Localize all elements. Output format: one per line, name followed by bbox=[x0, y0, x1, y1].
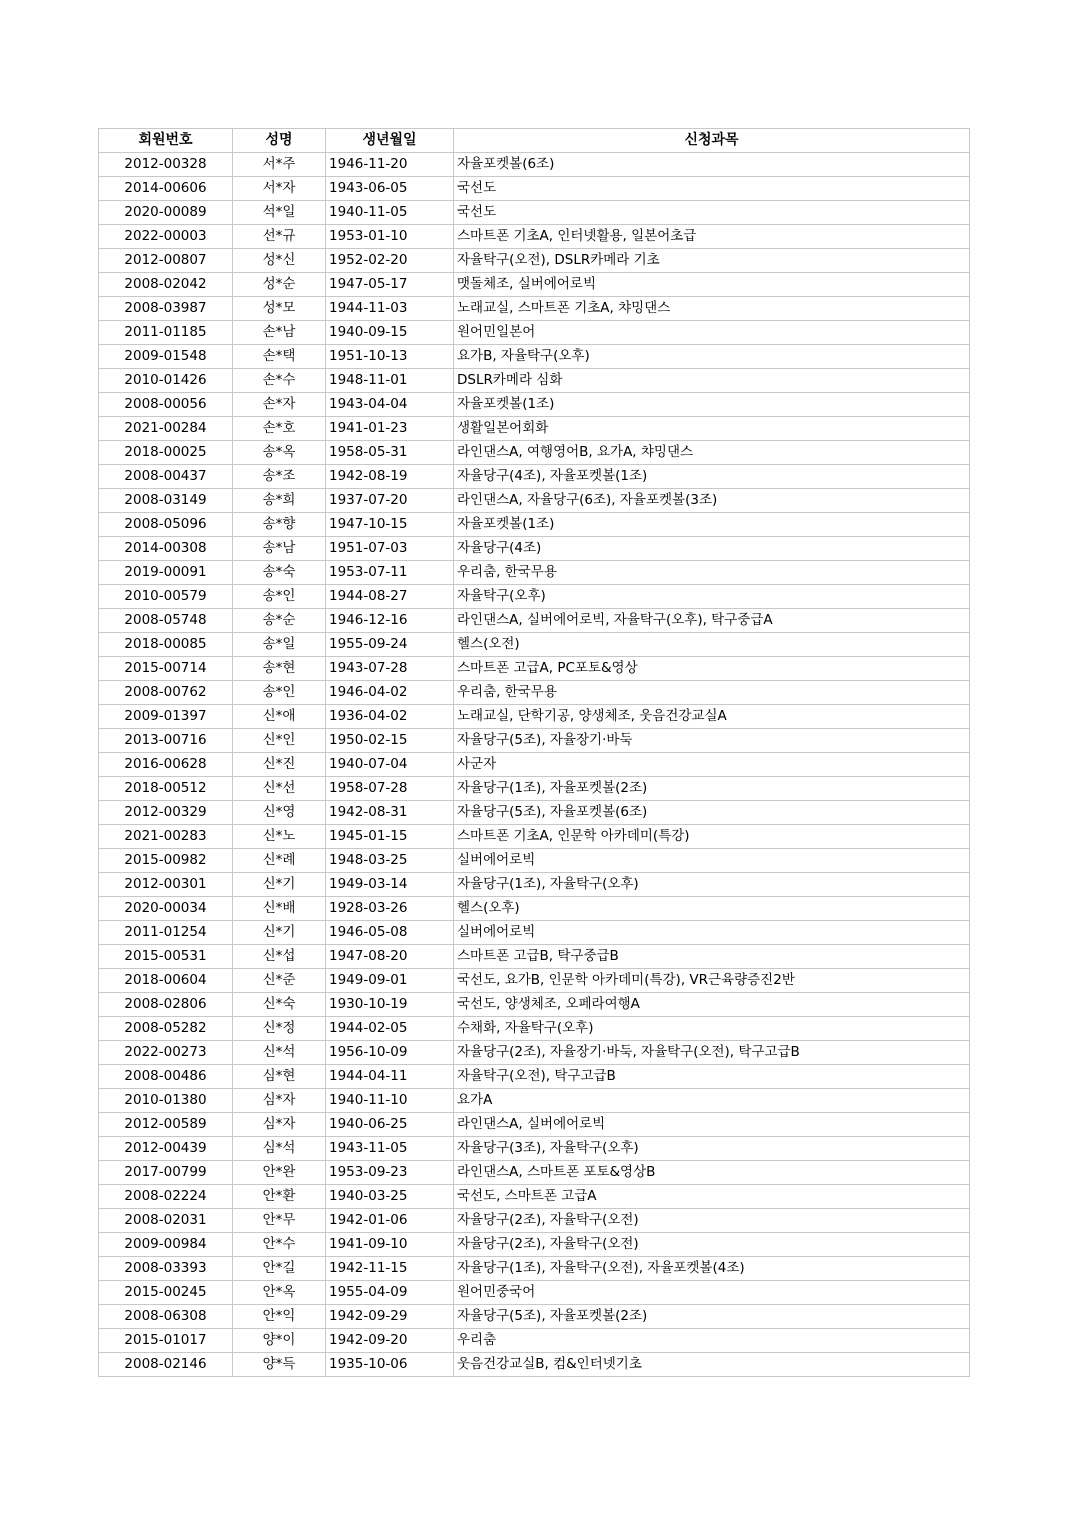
courses-cell: 국선도, 스마트폰 고급A bbox=[454, 1185, 970, 1209]
birth-date-cell: 1942-08-31 bbox=[326, 801, 454, 825]
birth-date-cell: 1930-10-19 bbox=[326, 993, 454, 1017]
table-row bbox=[99, 825, 970, 849]
member-name-cell: 안*길 bbox=[233, 1257, 326, 1281]
member-name-cell: 심*자 bbox=[233, 1089, 326, 1113]
member-name-cell: 송*옥 bbox=[233, 441, 326, 465]
birth-date-cell: 1956-10-09 bbox=[326, 1041, 454, 1065]
courses-cell: 자율당구(5조), 자율포켓볼(2조) bbox=[454, 1305, 970, 1329]
courses-cell: 자율당구(4조), 자율포켓볼(1조) bbox=[454, 465, 970, 489]
member-id-cell: 2010-01380 bbox=[99, 1089, 233, 1113]
member-name-cell: 신*인 bbox=[233, 729, 326, 753]
member-name-cell: 송*순 bbox=[233, 609, 326, 633]
member-id-cell: 2021-00284 bbox=[99, 417, 233, 441]
member-name-cell: 신*례 bbox=[233, 849, 326, 873]
birth-date-cell: 1942-08-19 bbox=[326, 465, 454, 489]
table-body bbox=[99, 153, 970, 1377]
birth-date-cell: 1943-06-05 bbox=[326, 177, 454, 201]
courses-cell: 라인댄스A, 자율당구(6조), 자율포켓볼(3조) bbox=[454, 489, 970, 513]
courses-cell: 자율당구(4조) bbox=[454, 537, 970, 561]
member-id-cell: 2009-00984 bbox=[99, 1233, 233, 1257]
birth-date-cell: 1947-10-15 bbox=[326, 513, 454, 537]
member-name-cell: 신*노 bbox=[233, 825, 326, 849]
table-row bbox=[99, 273, 970, 297]
courses-cell: 국선도 bbox=[454, 201, 970, 225]
birth-date-cell: 1946-04-02 bbox=[326, 681, 454, 705]
member-id-cell: 2012-00301 bbox=[99, 873, 233, 897]
birth-date-cell: 1958-05-31 bbox=[326, 441, 454, 465]
table-row bbox=[99, 1113, 970, 1137]
birth-date-cell: 1947-08-20 bbox=[326, 945, 454, 969]
member-name-cell: 심*자 bbox=[233, 1113, 326, 1137]
member-name-cell: 송*조 bbox=[233, 465, 326, 489]
member-id-cell: 2012-00329 bbox=[99, 801, 233, 825]
courses-cell: 사군자 bbox=[454, 753, 970, 777]
member-id-cell: 2008-02806 bbox=[99, 993, 233, 1017]
member-name-cell: 신*숙 bbox=[233, 993, 326, 1017]
birth-date-cell: 1943-07-28 bbox=[326, 657, 454, 681]
courses-cell: 자율포켓볼(1조) bbox=[454, 513, 970, 537]
table-row bbox=[99, 1305, 970, 1329]
courses-cell: 자율탁구(오전), DSLR카메라 기초 bbox=[454, 249, 970, 273]
table-row bbox=[99, 585, 970, 609]
birth-date-cell: 1940-07-04 bbox=[326, 753, 454, 777]
table-row bbox=[99, 969, 970, 993]
table-row bbox=[99, 993, 970, 1017]
courses-cell: 요가A bbox=[454, 1089, 970, 1113]
courses-cell: 자율탁구(오후) bbox=[454, 585, 970, 609]
birth-date-cell: 1940-03-25 bbox=[326, 1185, 454, 1209]
member-id-cell: 2022-00003 bbox=[99, 225, 233, 249]
member-id-cell: 2015-00982 bbox=[99, 849, 233, 873]
member-name-cell: 안*수 bbox=[233, 1233, 326, 1257]
member-id-cell: 2010-01426 bbox=[99, 369, 233, 393]
courses-cell: 원어민일본어 bbox=[454, 321, 970, 345]
birth-date-cell: 1946-11-20 bbox=[326, 153, 454, 177]
birth-date-cell: 1949-09-01 bbox=[326, 969, 454, 993]
courses-cell: 자율당구(2조), 자율장기·바둑, 자율탁구(오전), 탁구고급B bbox=[454, 1041, 970, 1065]
table-row bbox=[99, 369, 970, 393]
table-row bbox=[99, 1137, 970, 1161]
table-row bbox=[99, 705, 970, 729]
courses-cell: 스마트폰 기초A, 인문학 아카데미(특강) bbox=[454, 825, 970, 849]
member-id-cell: 2018-00085 bbox=[99, 633, 233, 657]
member-name-cell: 손*호 bbox=[233, 417, 326, 441]
table-row bbox=[99, 225, 970, 249]
member-name-cell: 신*애 bbox=[233, 705, 326, 729]
member-id-cell: 2015-00714 bbox=[99, 657, 233, 681]
member-name-cell: 신*석 bbox=[233, 1041, 326, 1065]
birth-date-cell: 1937-07-20 bbox=[326, 489, 454, 513]
member-id-cell: 2017-00799 bbox=[99, 1161, 233, 1185]
table-row bbox=[99, 1089, 970, 1113]
table-row bbox=[99, 1017, 970, 1041]
member-name-cell: 신*영 bbox=[233, 801, 326, 825]
courses-cell: 국선도 bbox=[454, 177, 970, 201]
table-row bbox=[99, 249, 970, 273]
birth-date-cell: 1942-11-15 bbox=[326, 1257, 454, 1281]
table-row bbox=[99, 465, 970, 489]
courses-cell: 우리춤, 한국무용 bbox=[454, 681, 970, 705]
courses-cell: 자율탁구(오전), 탁구고급B bbox=[454, 1065, 970, 1089]
member-name-cell: 신*기 bbox=[233, 921, 326, 945]
member-id-cell: 2008-06308 bbox=[99, 1305, 233, 1329]
table-row bbox=[99, 1329, 970, 1353]
member-id-cell: 2008-02031 bbox=[99, 1209, 233, 1233]
member-id-cell: 2008-02146 bbox=[99, 1353, 233, 1377]
table-row bbox=[99, 1065, 970, 1089]
birth-date-cell: 1942-09-29 bbox=[326, 1305, 454, 1329]
table-row bbox=[99, 1041, 970, 1065]
member-name-cell: 손*택 bbox=[233, 345, 326, 369]
member-name-cell: 선*규 bbox=[233, 225, 326, 249]
table-row bbox=[99, 489, 970, 513]
member-id-cell: 2014-00606 bbox=[99, 177, 233, 201]
birth-date-cell: 1943-04-04 bbox=[326, 393, 454, 417]
birth-date-cell: 1955-04-09 bbox=[326, 1281, 454, 1305]
birth-date-cell: 1935-10-06 bbox=[326, 1353, 454, 1377]
birth-date-cell: 1941-09-10 bbox=[326, 1233, 454, 1257]
member-name-cell: 송*현 bbox=[233, 657, 326, 681]
table-row bbox=[99, 801, 970, 825]
member-name-cell: 송*남 bbox=[233, 537, 326, 561]
courses-cell: 우리춤 bbox=[454, 1329, 970, 1353]
member-id-cell: 2015-00531 bbox=[99, 945, 233, 969]
courses-cell: 라인댄스A, 실버에어로빅 bbox=[454, 1113, 970, 1137]
birth-date-cell: 1928-03-26 bbox=[326, 897, 454, 921]
table-row bbox=[99, 1233, 970, 1257]
header-birth-date: 생년월일 bbox=[326, 129, 454, 153]
table-header bbox=[99, 129, 970, 153]
courses-cell: 실버에어로빅 bbox=[454, 921, 970, 945]
courses-cell: 라인댄스A, 여행영어B, 요가A, 챠밍댄스 bbox=[454, 441, 970, 465]
member-id-cell: 2020-00089 bbox=[99, 201, 233, 225]
member-id-cell: 2009-01548 bbox=[99, 345, 233, 369]
member-id-cell: 2015-00245 bbox=[99, 1281, 233, 1305]
birth-date-cell: 1955-09-24 bbox=[326, 633, 454, 657]
courses-cell: 자율당구(2조), 자율탁구(오전) bbox=[454, 1233, 970, 1257]
member-name-cell: 손*자 bbox=[233, 393, 326, 417]
birth-date-cell: 1940-11-05 bbox=[326, 201, 454, 225]
courses-cell: 노래교실, 스마트폰 기초A, 챠밍댄스 bbox=[454, 297, 970, 321]
birth-date-cell: 1948-11-01 bbox=[326, 369, 454, 393]
table-row bbox=[99, 417, 970, 441]
table-row bbox=[99, 921, 970, 945]
birth-date-cell: 1940-11-10 bbox=[326, 1089, 454, 1113]
member-name-cell: 성*모 bbox=[233, 297, 326, 321]
member-name-cell: 신*섭 bbox=[233, 945, 326, 969]
header-name: 성명 bbox=[233, 129, 326, 153]
member-name-cell: 양*이 bbox=[233, 1329, 326, 1353]
courses-cell: 우리춤, 한국무용 bbox=[454, 561, 970, 585]
member-id-cell: 2020-00034 bbox=[99, 897, 233, 921]
courses-cell: 실버에어로빅 bbox=[454, 849, 970, 873]
member-id-cell: 2012-00807 bbox=[99, 249, 233, 273]
member-name-cell: 신*준 bbox=[233, 969, 326, 993]
member-id-cell: 2008-02042 bbox=[99, 273, 233, 297]
member-id-cell: 2008-00762 bbox=[99, 681, 233, 705]
table-row bbox=[99, 153, 970, 177]
member-id-cell: 2008-03393 bbox=[99, 1257, 233, 1281]
header-courses: 신청과목 bbox=[454, 129, 970, 153]
table-row bbox=[99, 1161, 970, 1185]
courses-cell: 국선도, 요가B, 인문학 아카데미(특강), VR근육량증진2반 bbox=[454, 969, 970, 993]
courses-cell: 자율당구(5조), 자율포켓볼(6조) bbox=[454, 801, 970, 825]
birth-date-cell: 1952-02-20 bbox=[326, 249, 454, 273]
table-row bbox=[99, 321, 970, 345]
table-row bbox=[99, 1209, 970, 1233]
courses-cell: 스마트폰 고급A, PC포토&영상 bbox=[454, 657, 970, 681]
member-id-cell: 2018-00604 bbox=[99, 969, 233, 993]
birth-date-cell: 1936-04-02 bbox=[326, 705, 454, 729]
courses-cell: 자율당구(1조), 자율포켓볼(2조) bbox=[454, 777, 970, 801]
courses-cell: 수채화, 자율탁구(오후) bbox=[454, 1017, 970, 1041]
courses-cell: 자율당구(1조), 자율탁구(오후) bbox=[454, 873, 970, 897]
birth-date-cell: 1951-10-13 bbox=[326, 345, 454, 369]
birth-date-cell: 1947-05-17 bbox=[326, 273, 454, 297]
member-id-cell: 2014-00308 bbox=[99, 537, 233, 561]
member-id-cell: 2012-00589 bbox=[99, 1113, 233, 1137]
table-row bbox=[99, 633, 970, 657]
member-id-cell: 2012-00328 bbox=[99, 153, 233, 177]
courses-cell: 맷돌체조, 실버에어로빅 bbox=[454, 273, 970, 297]
courses-cell: 자율당구(1조), 자율탁구(오전), 자율포켓볼(4조) bbox=[454, 1257, 970, 1281]
member-name-cell: 신*선 bbox=[233, 777, 326, 801]
member-id-cell: 2021-00283 bbox=[99, 825, 233, 849]
birth-date-cell: 1951-07-03 bbox=[326, 537, 454, 561]
member-name-cell: 심*현 bbox=[233, 1065, 326, 1089]
courses-cell: 헬스(오후) bbox=[454, 897, 970, 921]
member-id-cell: 2008-00486 bbox=[99, 1065, 233, 1089]
table-row bbox=[99, 1281, 970, 1305]
member-name-cell: 안*옥 bbox=[233, 1281, 326, 1305]
birth-date-cell: 1940-06-25 bbox=[326, 1113, 454, 1137]
courses-cell: 라인댄스A, 실버에어로빅, 자율탁구(오후), 탁구중급A bbox=[454, 609, 970, 633]
member-name-cell: 송*인 bbox=[233, 585, 326, 609]
table-row bbox=[99, 561, 970, 585]
member-name-cell: 안*익 bbox=[233, 1305, 326, 1329]
member-name-cell: 송*인 bbox=[233, 681, 326, 705]
member-id-cell: 2013-00716 bbox=[99, 729, 233, 753]
table-row bbox=[99, 297, 970, 321]
member-name-cell: 심*석 bbox=[233, 1137, 326, 1161]
table-row bbox=[99, 729, 970, 753]
member-id-cell: 2008-05748 bbox=[99, 609, 233, 633]
table-row bbox=[99, 753, 970, 777]
table-row bbox=[99, 849, 970, 873]
courses-cell: 자율포켓볼(6조) bbox=[454, 153, 970, 177]
table-row bbox=[99, 1185, 970, 1209]
birth-date-cell: 1943-11-05 bbox=[326, 1137, 454, 1161]
table-row bbox=[99, 441, 970, 465]
birth-date-cell: 1944-02-05 bbox=[326, 1017, 454, 1041]
member-id-cell: 2008-05096 bbox=[99, 513, 233, 537]
courses-cell: 헬스(오전) bbox=[454, 633, 970, 657]
birth-date-cell: 1958-07-28 bbox=[326, 777, 454, 801]
member-course-table bbox=[98, 128, 970, 1377]
member-id-cell: 2012-00439 bbox=[99, 1137, 233, 1161]
courses-cell: 자율당구(3조), 자율탁구(오후) bbox=[454, 1137, 970, 1161]
courses-cell: 스마트폰 기초A, 인터넷활용, 일본어초급 bbox=[454, 225, 970, 249]
birth-date-cell: 1953-01-10 bbox=[326, 225, 454, 249]
table-row bbox=[99, 945, 970, 969]
courses-cell: 생활일본어회화 bbox=[454, 417, 970, 441]
birth-date-cell: 1946-12-16 bbox=[326, 609, 454, 633]
member-name-cell: 신*진 bbox=[233, 753, 326, 777]
member-id-cell: 2009-01397 bbox=[99, 705, 233, 729]
courses-cell: 요가B, 자율탁구(오후) bbox=[454, 345, 970, 369]
courses-cell: 자율당구(5조), 자율장기·바둑 bbox=[454, 729, 970, 753]
member-id-cell: 2008-02224 bbox=[99, 1185, 233, 1209]
table-row bbox=[99, 657, 970, 681]
member-name-cell: 서*주 bbox=[233, 153, 326, 177]
member-name-cell: 신*정 bbox=[233, 1017, 326, 1041]
table-row bbox=[99, 513, 970, 537]
birth-date-cell: 1944-08-27 bbox=[326, 585, 454, 609]
courses-cell: 라인댄스A, 스마트폰 포토&영상B bbox=[454, 1161, 970, 1185]
courses-cell: 노래교실, 단학기공, 양생체조, 웃음건강교실A bbox=[454, 705, 970, 729]
table-row bbox=[99, 873, 970, 897]
member-name-cell: 안*완 bbox=[233, 1161, 326, 1185]
birth-date-cell: 1944-04-11 bbox=[326, 1065, 454, 1089]
member-name-cell: 송*일 bbox=[233, 633, 326, 657]
table-row bbox=[99, 1353, 970, 1377]
member-id-cell: 2018-00512 bbox=[99, 777, 233, 801]
table-row bbox=[99, 897, 970, 921]
member-id-cell: 2016-00628 bbox=[99, 753, 233, 777]
courses-cell: 원어민중국어 bbox=[454, 1281, 970, 1305]
table-row bbox=[99, 201, 970, 225]
birth-date-cell: 1948-03-25 bbox=[326, 849, 454, 873]
member-id-cell: 2019-00091 bbox=[99, 561, 233, 585]
table-row bbox=[99, 777, 970, 801]
member-name-cell: 손*수 bbox=[233, 369, 326, 393]
member-id-cell: 2008-00056 bbox=[99, 393, 233, 417]
table-row bbox=[99, 393, 970, 417]
member-name-cell: 서*자 bbox=[233, 177, 326, 201]
birth-date-cell: 1953-09-23 bbox=[326, 1161, 454, 1185]
birth-date-cell: 1950-02-15 bbox=[326, 729, 454, 753]
member-id-cell: 2008-03149 bbox=[99, 489, 233, 513]
birth-date-cell: 1949-03-14 bbox=[326, 873, 454, 897]
birth-date-cell: 1942-01-06 bbox=[326, 1209, 454, 1233]
member-id-cell: 2011-01185 bbox=[99, 321, 233, 345]
birth-date-cell: 1944-11-03 bbox=[326, 297, 454, 321]
member-id-cell: 2011-01254 bbox=[99, 921, 233, 945]
member-name-cell: 성*신 bbox=[233, 249, 326, 273]
member-name-cell: 석*일 bbox=[233, 201, 326, 225]
table-row bbox=[99, 609, 970, 633]
member-id-cell: 2022-00273 bbox=[99, 1041, 233, 1065]
member-name-cell: 안*환 bbox=[233, 1185, 326, 1209]
member-name-cell: 신*기 bbox=[233, 873, 326, 897]
birth-date-cell: 1940-09-15 bbox=[326, 321, 454, 345]
header-member-id: 회원번호 bbox=[99, 129, 233, 153]
table-row bbox=[99, 681, 970, 705]
member-id-cell: 2015-01017 bbox=[99, 1329, 233, 1353]
member-name-cell: 송*향 bbox=[233, 513, 326, 537]
member-name-cell: 양*득 bbox=[233, 1353, 326, 1377]
birth-date-cell: 1946-05-08 bbox=[326, 921, 454, 945]
birth-date-cell: 1945-01-15 bbox=[326, 825, 454, 849]
table-row bbox=[99, 1257, 970, 1281]
courses-cell: 자율당구(2조), 자율탁구(오전) bbox=[454, 1209, 970, 1233]
member-name-cell: 성*순 bbox=[233, 273, 326, 297]
table-row bbox=[99, 345, 970, 369]
member-name-cell: 안*무 bbox=[233, 1209, 326, 1233]
member-id-cell: 2010-00579 bbox=[99, 585, 233, 609]
member-name-cell: 신*배 bbox=[233, 897, 326, 921]
member-name-cell: 송*희 bbox=[233, 489, 326, 513]
birth-date-cell: 1953-07-11 bbox=[326, 561, 454, 585]
member-name-cell: 손*남 bbox=[233, 321, 326, 345]
courses-cell: 스마트폰 고급B, 탁구중급B bbox=[454, 945, 970, 969]
courses-cell: 자율포켓볼(1조) bbox=[454, 393, 970, 417]
header-row bbox=[99, 129, 970, 153]
table-row bbox=[99, 537, 970, 561]
member-id-cell: 2008-05282 bbox=[99, 1017, 233, 1041]
birth-date-cell: 1941-01-23 bbox=[326, 417, 454, 441]
member-name-cell: 송*숙 bbox=[233, 561, 326, 585]
table-row bbox=[99, 177, 970, 201]
member-id-cell: 2018-00025 bbox=[99, 441, 233, 465]
member-id-cell: 2008-03987 bbox=[99, 297, 233, 321]
birth-date-cell: 1942-09-20 bbox=[326, 1329, 454, 1353]
member-id-cell: 2008-00437 bbox=[99, 465, 233, 489]
courses-cell: 웃음건강교실B, 컴&인터넷기초 bbox=[454, 1353, 970, 1377]
courses-cell: 국선도, 양생체조, 오페라여행A bbox=[454, 993, 970, 1017]
courses-cell: DSLR카메라 심화 bbox=[454, 369, 970, 393]
